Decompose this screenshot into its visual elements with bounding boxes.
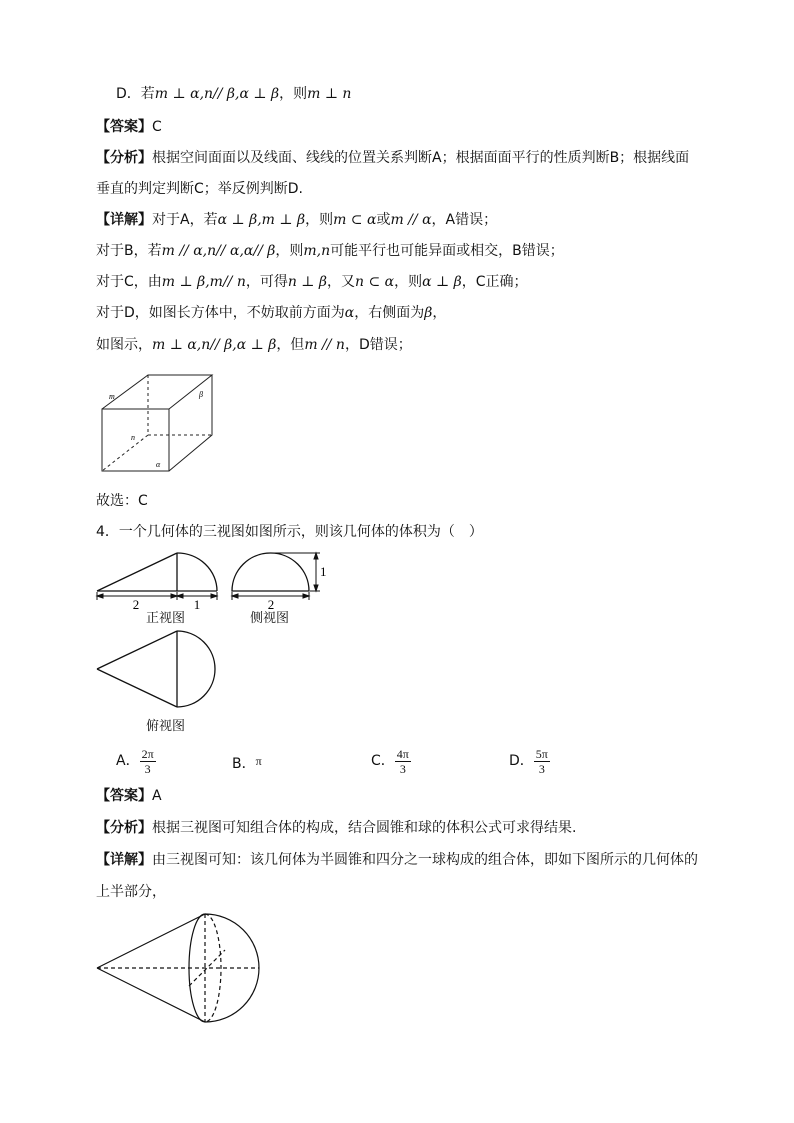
option-letter: C． [371, 753, 395, 769]
detail-text: 对于D，如图长方体中，不妨取前方面为 [96, 305, 345, 321]
math: β [424, 305, 433, 321]
denominator: 3 [399, 761, 406, 776]
option-d-prefix: D．若 [116, 86, 155, 102]
option-d-math: m ⊥ α,n// β,α ⊥ β [154, 86, 280, 102]
analysis-text: 根据空间面面以及线面、线线的位置关系判断A；根据面面平行的性质判断B；根据线面 [152, 150, 690, 166]
math: m,n [303, 243, 331, 259]
numerator: 5π [535, 746, 548, 761]
detail-text: 由三视图可知：该几何体为半圆锥和四分之一球构成的组合体，即如下图所示的几何体的 [152, 852, 698, 868]
math: m ⊂ α [333, 212, 377, 228]
math: m // α,n// α,α// β [161, 243, 276, 259]
math: m ⊥ α,n// β,α ⊥ β [152, 337, 277, 353]
answer-tag: 【答案】 [96, 788, 152, 804]
detail-text: ，则 [275, 243, 304, 259]
detail-text: ，又 [327, 274, 356, 290]
dim-side-height: 1 [320, 564, 327, 579]
numerator: 2π [141, 746, 154, 761]
option-letter: B． [232, 756, 256, 772]
option-d-math2: m ⊥ n [307, 86, 352, 102]
dim-front-left: 2 [132, 597, 140, 612]
math: n ⊥ β [287, 274, 328, 290]
detail-text: 或 [376, 212, 391, 228]
detail-text: 如图示， [96, 337, 152, 353]
math: n ⊂ α [355, 274, 395, 290]
label-alpha: α [156, 460, 161, 469]
detail-text: 对于C，由 [96, 274, 162, 290]
analysis-tag: 【分析】 [96, 820, 152, 836]
hidden-lines [97, 914, 259, 1022]
dim-side-width: 2 [267, 597, 275, 612]
detail-text: ， [432, 305, 447, 321]
answer-value: A [152, 788, 162, 804]
denominator: 3 [538, 761, 545, 776]
detail-text: ，则 [305, 212, 334, 228]
answer-value: C [152, 119, 162, 135]
option-d-sep: ，则 [279, 86, 308, 102]
q4-detail-line2: 上半部分， [96, 884, 166, 900]
math: m ⊥ β,m// n [161, 274, 246, 290]
detail-tag: 【详解】 [96, 212, 152, 228]
label-beta: β [199, 390, 203, 399]
detail-text: ，C正确； [461, 274, 528, 290]
denominator: 3 [144, 761, 151, 776]
front-view-caption: 正视图 [146, 611, 186, 626]
detail-text: ，A错误； [431, 212, 498, 228]
detail-text: ，D错误； [344, 337, 412, 353]
dim-front-right: 1 [193, 597, 201, 612]
side-view-caption: 侧视图 [250, 611, 290, 626]
answer-tag: 【答案】 [96, 119, 152, 135]
q4-stem: 4．一个几何体的三视图如图所示，则该几何体的体积为（ ） [96, 524, 483, 540]
math: α [344, 305, 355, 321]
detail-text: ，右侧面为 [354, 305, 425, 321]
detail-text: 对于A，若 [152, 212, 218, 228]
label-n: n [131, 433, 135, 442]
top-view-caption: 俯视图 [146, 719, 186, 734]
q3-analysis-line2: 垂直的判定判断C；举反例判断D. [96, 181, 304, 197]
math: m // n [304, 337, 345, 353]
label-m: m [109, 392, 115, 401]
detail-text: 可能平行也可能异面或相交，B错误； [330, 243, 564, 259]
option-letter: D． [509, 753, 534, 769]
detail-text: ，但 [276, 337, 305, 353]
detail-tag: 【详解】 [96, 852, 152, 868]
detail-text: ，可得 [245, 274, 288, 290]
option-b-value: π [255, 754, 262, 768]
detail-text: ，则 [394, 274, 423, 290]
analysis-tag: 【分析】 [96, 150, 152, 166]
math: α ⊥ β,m ⊥ β [217, 212, 306, 228]
numerator: 4π [396, 746, 409, 761]
q3-choice: 故选：C [96, 493, 148, 509]
detail-text: 对于B，若 [96, 243, 162, 259]
analysis-text: 根据三视图可知组合体的构成，结合圆锥和球的体积公式可求得结果. [152, 820, 577, 836]
option-letter: A． [116, 753, 140, 769]
math: m // α [390, 212, 432, 228]
math: α ⊥ β [422, 274, 462, 290]
